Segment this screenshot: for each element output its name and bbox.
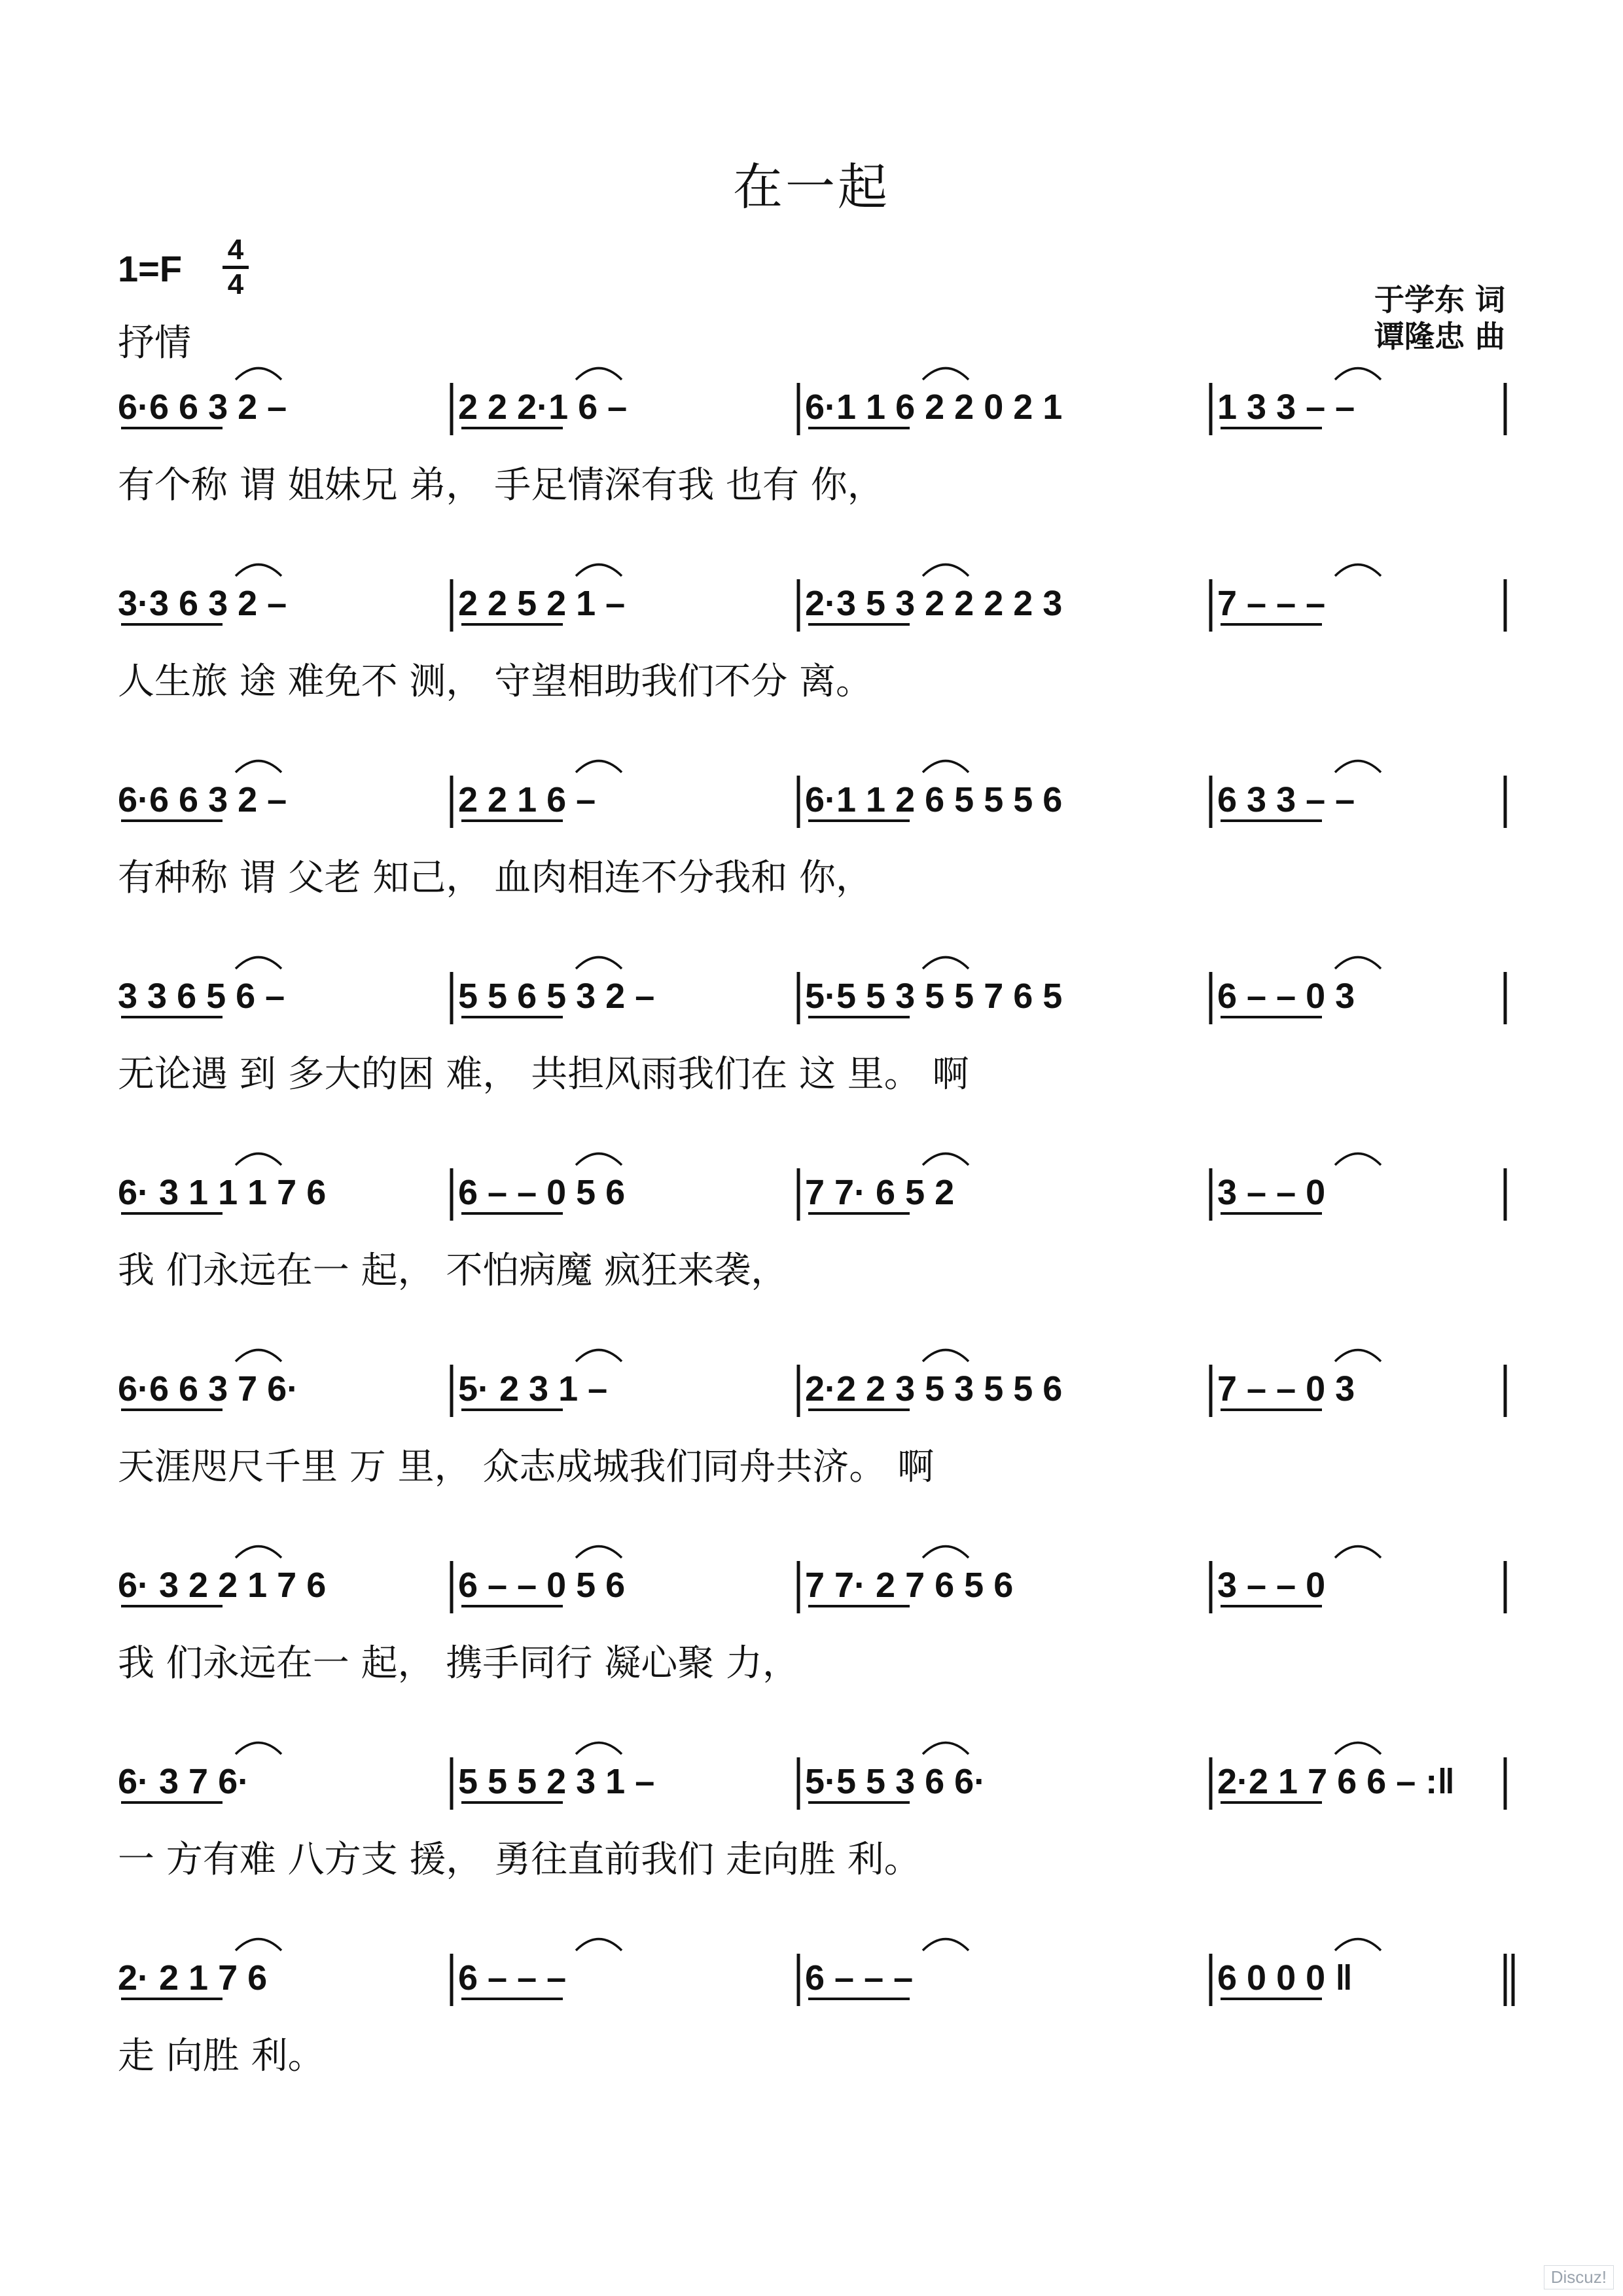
time-signature-bottom: 4: [227, 268, 244, 300]
time-signature-top: 4: [227, 234, 244, 266]
slur-arc: [923, 761, 969, 773]
measure-notes: 7 – – 0 3: [1217, 1369, 1355, 1408]
lyrics-line: 有个称 谓 姐妹兄 弟， 手足情深有我 也有 你，: [118, 464, 884, 507]
watermark: Discuz!: [1544, 2265, 1614, 2289]
measure-notes: 2·3 5 3 2 2 2 2 3: [805, 584, 1063, 623]
measure-notes: 5· 2 3 1 –: [458, 1369, 608, 1408]
lyrics-line: 一 方有难 八方支 援， 勇往直前我们 走向胜 利。: [118, 1839, 921, 1881]
measure-notes: 2 2 5 2 1 –: [458, 584, 626, 623]
measure-notes: 5 5 6 5 3 2 –: [458, 977, 655, 1016]
lyrics-line: 人生旅 途 难免不 测， 守望相助我们不分 离。: [118, 660, 873, 703]
measure-notes: 7 7· 6 5 2: [805, 1173, 955, 1212]
measure-notes: 7 – – –: [1217, 584, 1326, 623]
slur-arc: [923, 958, 969, 969]
measure-notes: 5·5 5 3 5 5 7 6 5: [805, 977, 1063, 1016]
slur-arc: [923, 1743, 969, 1755]
song-title: 在一起: [733, 158, 890, 216]
slur-arc: [236, 368, 281, 380]
slur-arc: [236, 1547, 281, 1558]
slur-arc: [576, 1350, 622, 1362]
slur-arc: [236, 1743, 281, 1755]
measure-notes: 6·6 6 3 7 6·: [118, 1369, 299, 1408]
slur-arc: [1335, 761, 1381, 773]
lyrics-line: 走 向胜 利。: [118, 2035, 325, 2077]
measure-notes: 5·5 5 3 6 6·: [805, 1762, 986, 1801]
measure-notes: 6 – – 0 3: [1217, 977, 1355, 1016]
measure-notes: 6· 3 1 1 1 7 6: [118, 1173, 327, 1212]
slur-arc: [576, 1743, 622, 1755]
measure-notes: 3 – – 0: [1217, 1566, 1326, 1605]
measure-notes: 3 – – 0: [1217, 1173, 1326, 1212]
slur-arc: [923, 368, 969, 380]
slur-arc: [1335, 1154, 1381, 1166]
measure-notes: 6· 3 2 2 1 7 6: [118, 1566, 327, 1605]
slur-arc: [576, 1547, 622, 1558]
slur-arc: [576, 565, 622, 577]
measure-notes: 6·6 6 3 2 –: [118, 387, 287, 427]
slur-arc: [236, 1350, 281, 1362]
measure-notes: 6 – – 0 5 6: [458, 1173, 626, 1212]
measure-notes: 6 3 3 – –: [1217, 780, 1355, 819]
slur-arc: [1335, 1350, 1381, 1362]
slur-arc: [236, 565, 281, 577]
lyrics-line: 无论遇 到 多大的困 难， 共担风雨我们在 这 里。 啊: [118, 1053, 969, 1096]
slur-arc: [576, 761, 622, 773]
lyrics-line: 我 们永远在一 起， 携手同行 凝心聚 力，: [118, 1642, 800, 1685]
slur-arc: [923, 1939, 969, 1951]
lyrics-line: 我 们永远在一 起， 不怕病魔 疯狂来袭，: [118, 1249, 788, 1292]
measure-notes: 3·3 6 3 2 –: [118, 584, 287, 623]
slur-arc: [1335, 1939, 1381, 1951]
slur-arc: [236, 1939, 281, 1951]
measure-notes: 6·6 6 3 2 –: [118, 780, 287, 819]
measure-notes: 7 7· 2 7 6 5 6: [805, 1566, 1014, 1605]
measure-notes: 6 – – –: [458, 1958, 567, 1998]
measure-notes: 6·1 1 6 2 2 0 2 1: [805, 387, 1063, 427]
measure-notes: 2·2 1 7 6 6 – :‖: [1217, 1762, 1455, 1801]
measure-notes: 6· 3 7 6·: [118, 1762, 250, 1801]
measure-notes: 2·2 2 3 5 3 5 5 6: [805, 1369, 1063, 1408]
slur-arc: [1335, 565, 1381, 577]
lyrics-line: 天涯咫尺千里 万 里， 众志成城我们同舟共济。 啊: [118, 1446, 935, 1488]
slur-arc: [576, 368, 622, 380]
slur-arc: [576, 958, 622, 969]
slur-arc: [1335, 958, 1381, 969]
slur-arc: [923, 1350, 969, 1362]
measure-notes: 3 3 6 5 6 –: [118, 977, 285, 1016]
slur-arc: [236, 958, 281, 969]
measure-notes: 2 2 2·1 6 –: [458, 387, 628, 427]
measure-notes: 2· 2 1 7 6: [118, 1958, 268, 1998]
composer-credit: 谭隆忠 曲: [1374, 319, 1505, 354]
measure-notes: 2 2 1 6 –: [458, 780, 596, 819]
slur-arc: [236, 761, 281, 773]
slur-arc: [923, 1547, 969, 1558]
slur-arc: [923, 565, 969, 577]
slur-arc: [923, 1154, 969, 1166]
tempo-mood: 抒情: [118, 322, 191, 365]
measure-notes: 6 – – –: [805, 1958, 914, 1998]
measure-notes: 6·1 1 2 6 5 5 5 6: [805, 780, 1063, 819]
lyricist-credit: 于学东 词: [1374, 282, 1505, 317]
slur-arc: [1335, 1743, 1381, 1755]
slur-arc: [236, 1154, 281, 1166]
slur-arc: [576, 1939, 622, 1951]
slur-arc: [576, 1154, 622, 1166]
slur-arc: [1335, 1547, 1381, 1558]
key-signature: 1=F: [118, 248, 183, 289]
measure-notes: 6 – – 0 5 6: [458, 1566, 626, 1605]
measure-notes: 1 3 3 – –: [1217, 387, 1355, 427]
slur-arc: [1335, 368, 1381, 380]
measure-notes: 6 0 0 0 ‖: [1217, 1958, 1353, 1998]
measure-notes: 5 5 5 2 3 1 –: [458, 1762, 655, 1801]
lyrics-line: 有种称 谓 父老 知己， 血肉相连不分我和 你，: [118, 857, 873, 899]
